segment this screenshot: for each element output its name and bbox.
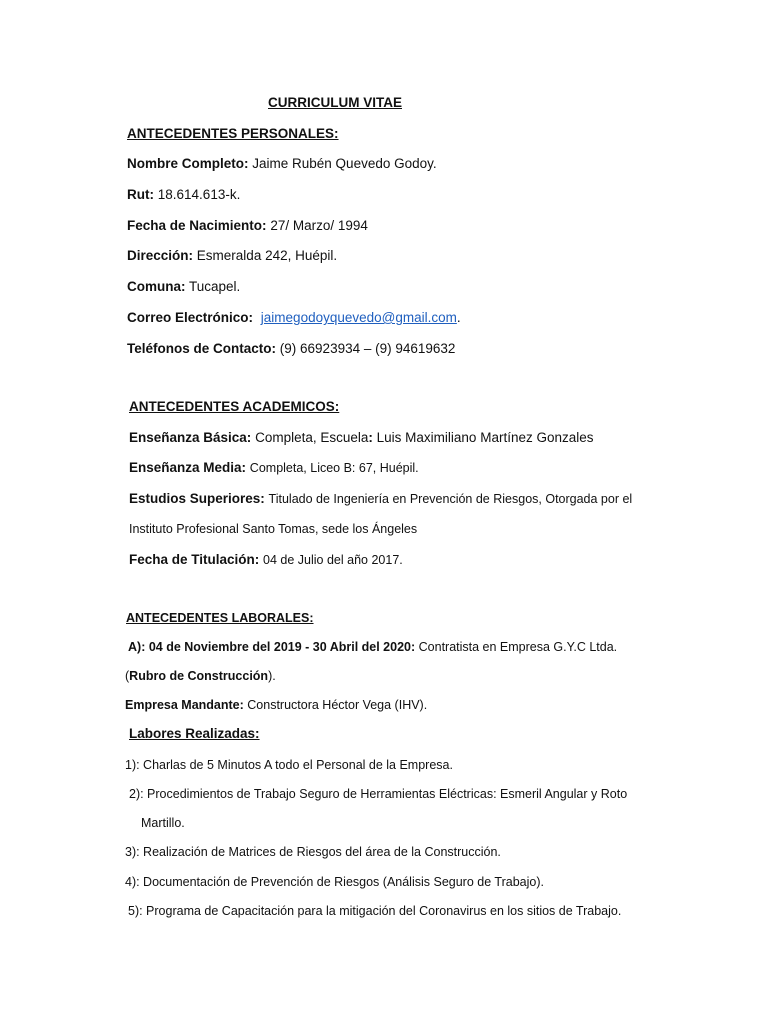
email-suffix: . [456,310,461,325]
address-value: Esmeralda 242, Huépil. [196,248,338,263]
media-value: Completa, Liceo B: 67, Huépil. [249,461,419,475]
mandante-value: Constructora Héctor Vega (IHV). [247,698,428,712]
rut-value: 18.614.613-k. [157,187,241,202]
email-link[interactable]: jaimegodoyquevedo@gmail.com [260,310,457,325]
phone-value: (9) 66923934 – (9) 94619632 [279,341,456,356]
birth-line [127,217,368,235]
basic-line [129,429,594,447]
rubro-close: ). [268,669,276,683]
task-item-continuation: Martillo. [141,816,185,830]
comuna-value: Tucapel. [189,279,241,294]
labores-heading: Labores Realizadas: [129,726,260,741]
media-line [129,459,419,477]
rut-line [127,186,240,204]
email-label: Correo Electrónico: [127,310,254,325]
birth-value: 27/ Marzo/ 1994 [270,218,368,233]
personal-heading: ANTECEDENTES PERSONALES: [127,126,339,141]
task-item: 5): Programa de Capacitación para la mitigación del Coronavirus en los sitios de Trabajo. [128,904,622,918]
superior-label: Estudios Superiores: [129,491,265,506]
comuna-line [127,278,240,296]
address-line [127,247,337,265]
task-item: 2): Procedimientos de Trabajo Seguro de Herramientas Eléctricas: Esmeril Angular y Roto [129,787,628,801]
rubro-line [125,667,276,685]
name-value: Jaime Rubén Quevedo Godoy. [252,156,437,171]
basic-value-b: Luis Maximiliano Martínez Gonzales [376,430,594,445]
task-item: 4): Documentación de Prevención de Riesgos (Análisis Seguro de Trabajo). [125,875,544,889]
entry-a-line [128,638,617,656]
titulation-line [129,551,403,569]
task-item: 3): Realización de Matrices de Riesgos del área de la Construcción. [125,845,501,859]
comuna-label: Comuna: [127,279,186,294]
phone-line [127,340,455,358]
rubro-label: Rubro de Construcción [129,669,269,683]
phone-label: Teléfonos de Contacto: [127,341,277,356]
mandante-line [125,696,427,714]
titulation-value: 04 de Julio del año 2017. [263,553,403,567]
superior-value-2: Instituto Profesional Santo Tomas, sede los Ángeles [129,522,418,536]
task-item: 1): Charlas de 5 Minutos A todo el Personal de la Empresa. [125,758,453,772]
document-title: CURRICULUM VITAE [268,95,402,110]
entry-a-value: Contratista en Empresa G.Y.C Ltda. [418,640,618,654]
entry-a-label: A): 04 de Noviembre del 2019 - 30 Abril del 2020: [128,640,416,654]
superior-line [129,490,632,508]
basic-value-a: Completa, Escuela [255,430,369,445]
superior-value-1: Titulado de Ingeniería en Prevención de Riesgos, Otorgada por el [268,492,633,506]
media-label: Enseñanza Media: [129,460,247,475]
mandante-label: Empresa Mandante: [125,698,244,712]
birth-label: Fecha de Nacimiento: [127,218,267,233]
work-heading: ANTECEDENTES LABORALES: [126,611,314,625]
rut-label: Rut: [127,187,154,202]
address-label: Dirección: [127,248,194,263]
email-line [127,309,461,327]
name-line [127,155,437,173]
name-label: Nombre Completo: [127,156,249,171]
academic-heading: ANTECEDENTES ACADEMICOS: [129,399,340,414]
basic-label: Enseñanza Básica: [129,430,252,445]
rubro-open: ( [125,669,130,683]
basic-colon: : [368,430,373,445]
titulation-label: Fecha de Titulación: [129,552,260,567]
